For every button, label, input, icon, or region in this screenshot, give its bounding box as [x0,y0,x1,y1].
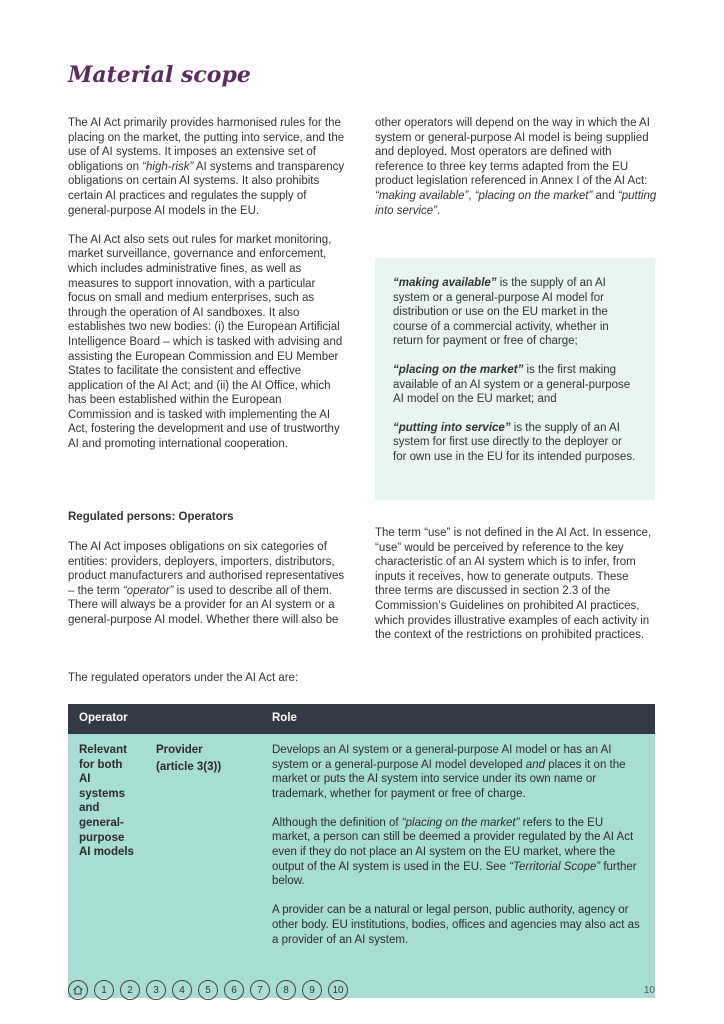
page-link-7[interactable]: 7 [250,980,270,1000]
operator-role: Develops an AI system or a general-purpose AI model or has an AI system or a general-purpose AI model developed and places it on the market or puts the AI system into service under its own name or trademark, whether for payment or free of charge. Although the definition of “placing on the market” refers to the EU market, a person can still be deemed a provider regulated by the AI Act even if they do not place an AI system on the EU market, where the output of the AI system is used in the EU. See “Territorial Scope” further below. A provider can be a natural or legal person, public authority, agency or other body. EU institutions, bodies, offices and agencies may also act as a provider of an AI system. [272,744,640,946]
page-navigation [68,980,348,1000]
definitions-callout [375,258,655,500]
definition-putting-into-service: “putting into service” is the supply of an AI system for first use directly to the deployer or for own use in the EU for its intended purposes. [393,421,636,463]
page-link-2[interactable]: 2 [120,980,140,1000]
page-link-9[interactable]: 9 [302,980,322,1000]
right-column-top: other operators will depend on the way in which the AI system or general-purpose AI model is being supplied and deployed. Most operators are defined with reference to three key terms adapted from the EU product legislation referenced in Annex I of the AI Act: “making available”, “placing on the market” and “putting into service”. [375,117,657,217]
page-link-6[interactable]: 6 [224,980,244,1000]
page-link-4[interactable]: 4 [172,980,192,1000]
page-link-3[interactable]: 3 [146,980,166,1000]
page-number: 10 [643,985,655,996]
table-lead-in: The regulated operators under the AI Act are: [68,672,299,684]
home-icon[interactable] [68,980,88,1000]
table-row [68,734,655,998]
use-paragraph: The term “use” is not defined in the AI Act. In essence, “use” would be perceived by reference to the key characteristic of an AI system which is to infer, from inputs it receives, how to generate outputs. These three terms are discussed in section 2.3 of the Commission’s Guidelines on prohibited AI practices, which provides illustrative examples of each activity in the context of the restrictions on prohibited practices. [375,527,652,642]
page-title: Material scope [68,62,251,88]
header-role: Role [272,712,297,724]
page-link-10[interactable]: 10 [328,980,348,1000]
header-operator: Operator [79,712,128,724]
bodies-paragraph: The AI Act also sets out rules for market monitoring, market surveillance, governance and enforcement, which includes administrative fines, as well as measures to support innovation, with a particular focus on small and medium enterprises, such as through the operation of AI sandboxes. It also establishes two new bodies: (i) the European Artificial Intelligence Board – which is tasked with advising and assisting the European Commission and EU Member States to facilitate the consistent and effective application of the AI Act; and (ii) the AI Office, which has been established within the European Commission and is tasked with implementing the AI Act, fostering the development and use of trustworthy AI and promoting international cooperation. [68,233,343,451]
page-link-8[interactable]: 8 [276,980,296,1000]
left-column-top [68,116,346,452]
operator-category: Relevant for both AI systems and general-purpose AI models [79,744,134,859]
page-link-5[interactable]: 5 [198,980,218,1000]
section-subheading: Regulated persons: Operators [68,511,234,523]
definition-making-available: “making available” is the supply of an AI system or a general-purpose AI model for distribution or use on the EU market in the course of a commercial activity, whether in return for payment or free of charge; [393,277,609,348]
operator-name: Provider (article 3(3)) [156,744,222,773]
operators-table [68,704,655,998]
definition-placing-on-market: “placing on the market” is the first making available of an AI system or a general-purpose AI model on the EU market; and [393,363,631,406]
table-header [68,704,655,734]
intro-paragraph: The AI Act primarily provides harmonised rules for the placing on the market, the putting into service, and the use of AI systems. It imposes an extensive set of obligations on “high-risk” AI systems and transparency obligations on certain AI systems. It also prohibits certain AI practices and regulates the supply of general-purpose AI models in the EU. [68,117,345,217]
page-link-1[interactable]: 1 [94,980,114,1000]
operators-paragraph: The AI Act imposes obligations on six categories of entities: providers, deployers, importers, distributors, product manufacturers and authorised representatives – the term “operator” is used to describe all of them. There will always be a provider for an AI system or a general-purpose AI model. Whether there will also be [68,541,345,626]
